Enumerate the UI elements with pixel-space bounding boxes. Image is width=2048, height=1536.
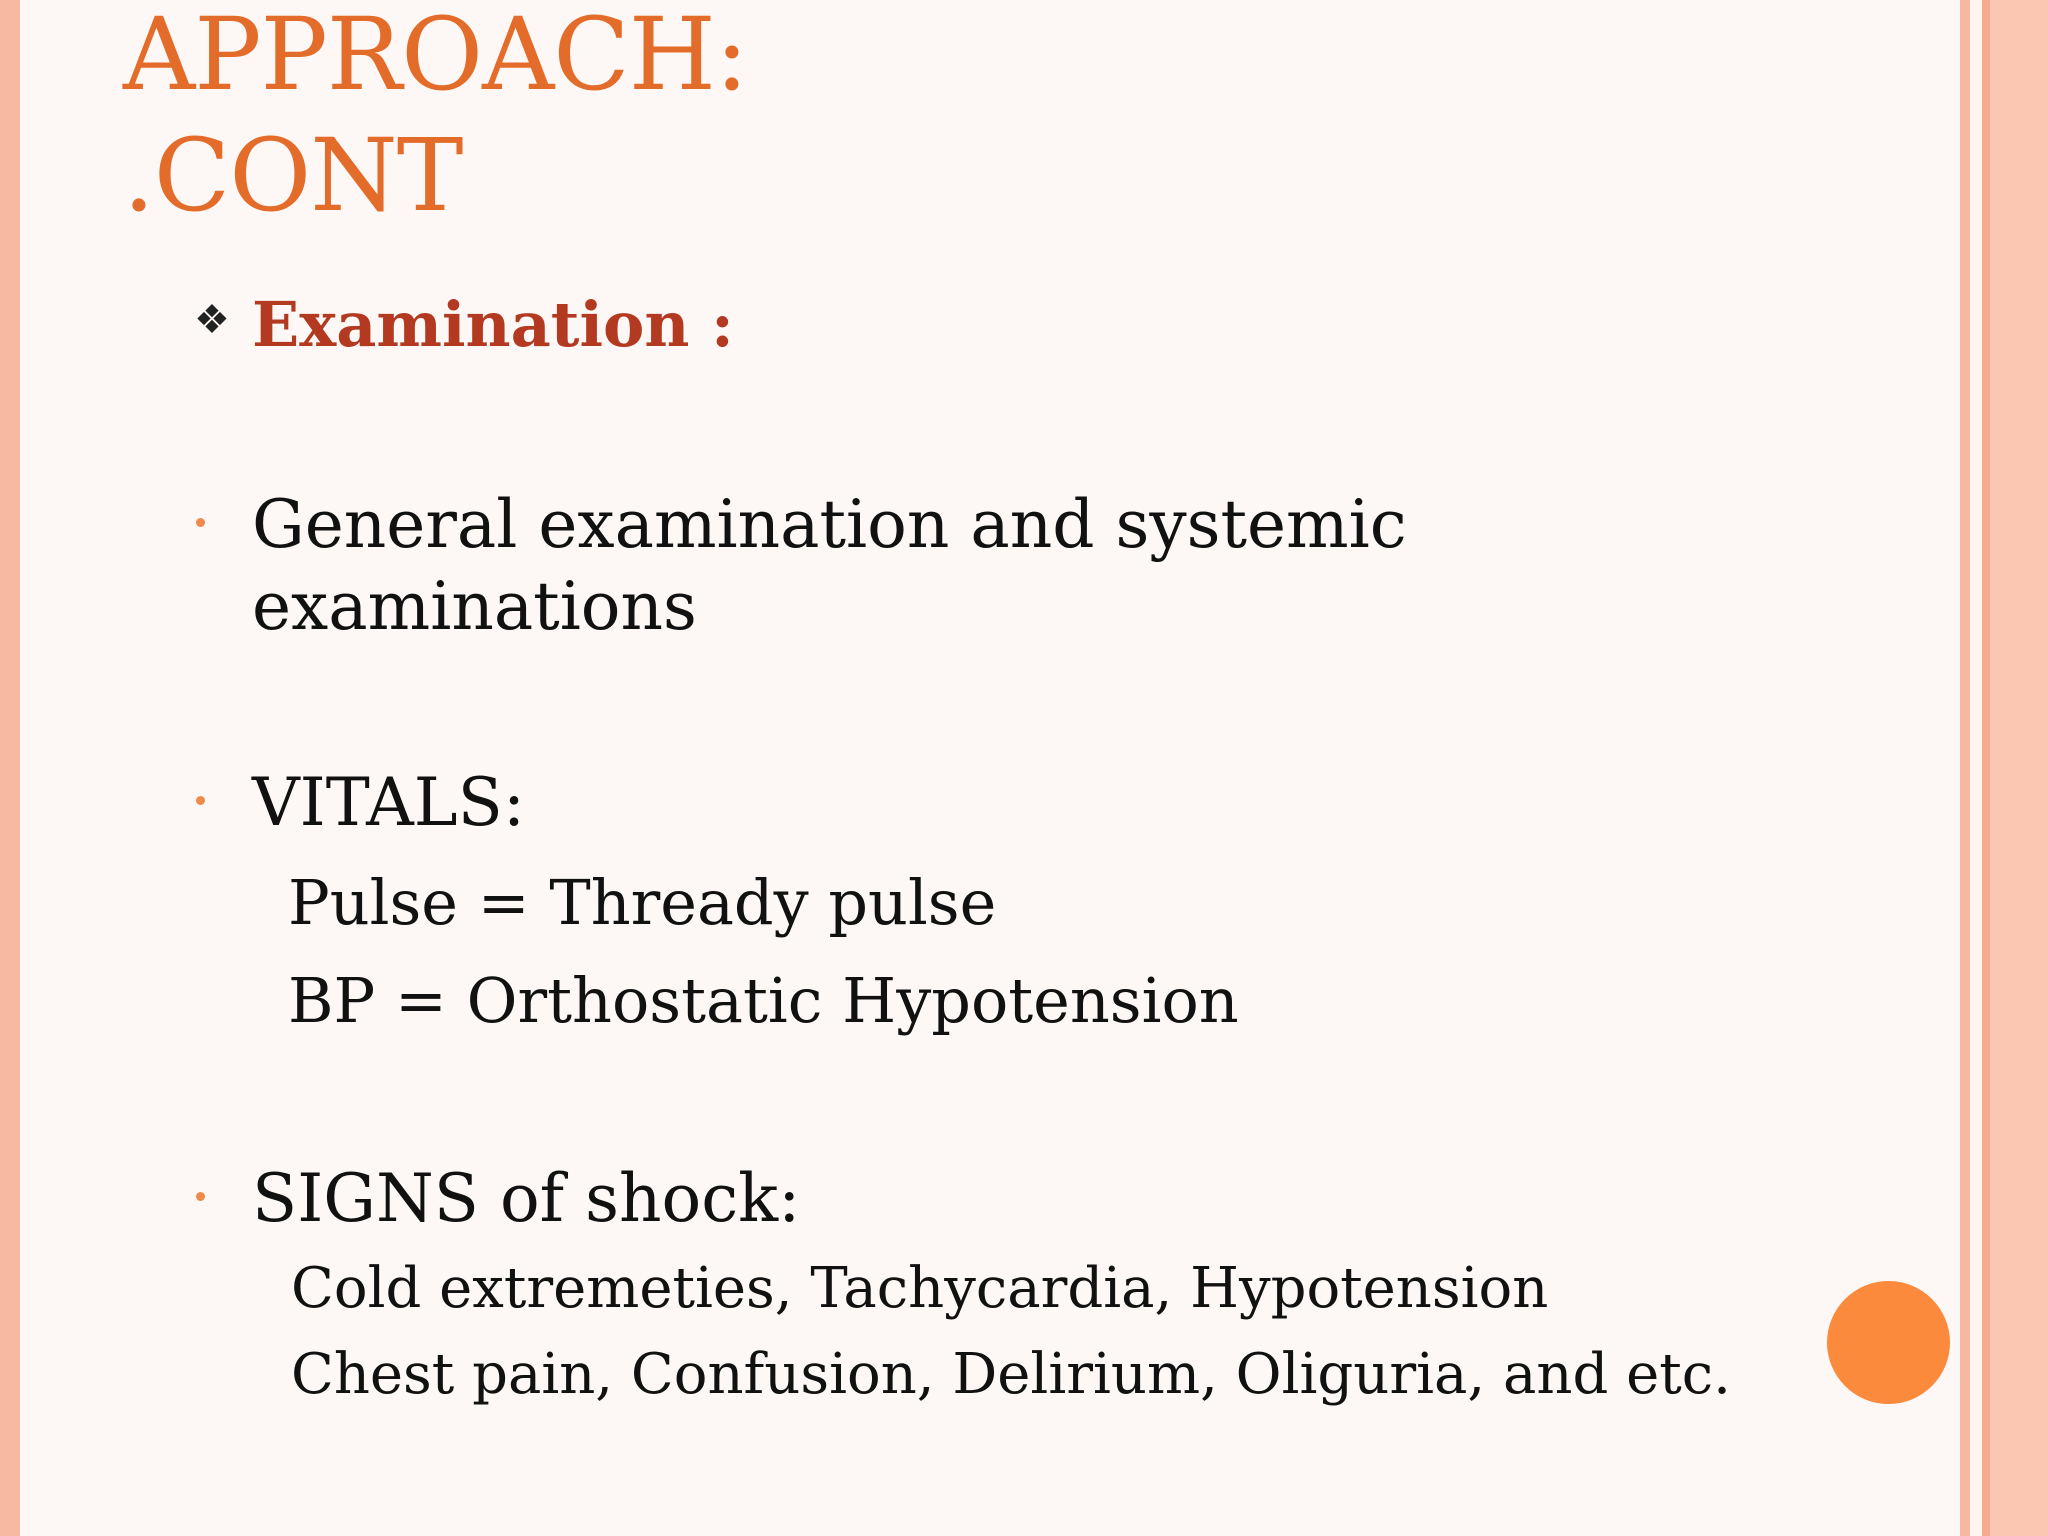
section-heading: Examination : <box>252 288 734 361</box>
diamond-cluster-icon: ❖ <box>194 297 230 343</box>
right-frame-stripe-3 <box>1982 0 1990 1536</box>
decorative-circle <box>1827 1281 1950 1404</box>
right-frame-stripe-2 <box>1970 0 1982 1536</box>
bullet-signs: SIGNS of shock: <box>252 1160 801 1237</box>
right-frame-stripe-4 <box>1990 0 2048 1536</box>
title-line-1: APPROACH: <box>123 0 748 113</box>
signs-line2: Chest pain, Confusion, Delirium, Oliguria, and etc. <box>291 1342 1731 1407</box>
bullet-vitals: VITALS: <box>252 764 526 841</box>
bullet-general-line1: General examination and systemic <box>252 486 1407 563</box>
right-frame-stripe-1 <box>1960 0 1970 1536</box>
dot-icon <box>196 796 205 805</box>
signs-line1: Cold extremeties, Tachycardia, Hypotension <box>291 1256 1549 1321</box>
dot-icon <box>196 1192 205 1201</box>
dot-icon <box>196 518 205 527</box>
vitals-pulse: Pulse = Thready pulse <box>288 866 997 939</box>
vitals-bp: BP = Orthostatic Hypotension <box>288 964 1239 1037</box>
bullet-general-line2: examinations <box>252 568 697 645</box>
left-frame-stripe <box>0 0 20 1536</box>
title-line-2: .CONT <box>123 117 463 234</box>
